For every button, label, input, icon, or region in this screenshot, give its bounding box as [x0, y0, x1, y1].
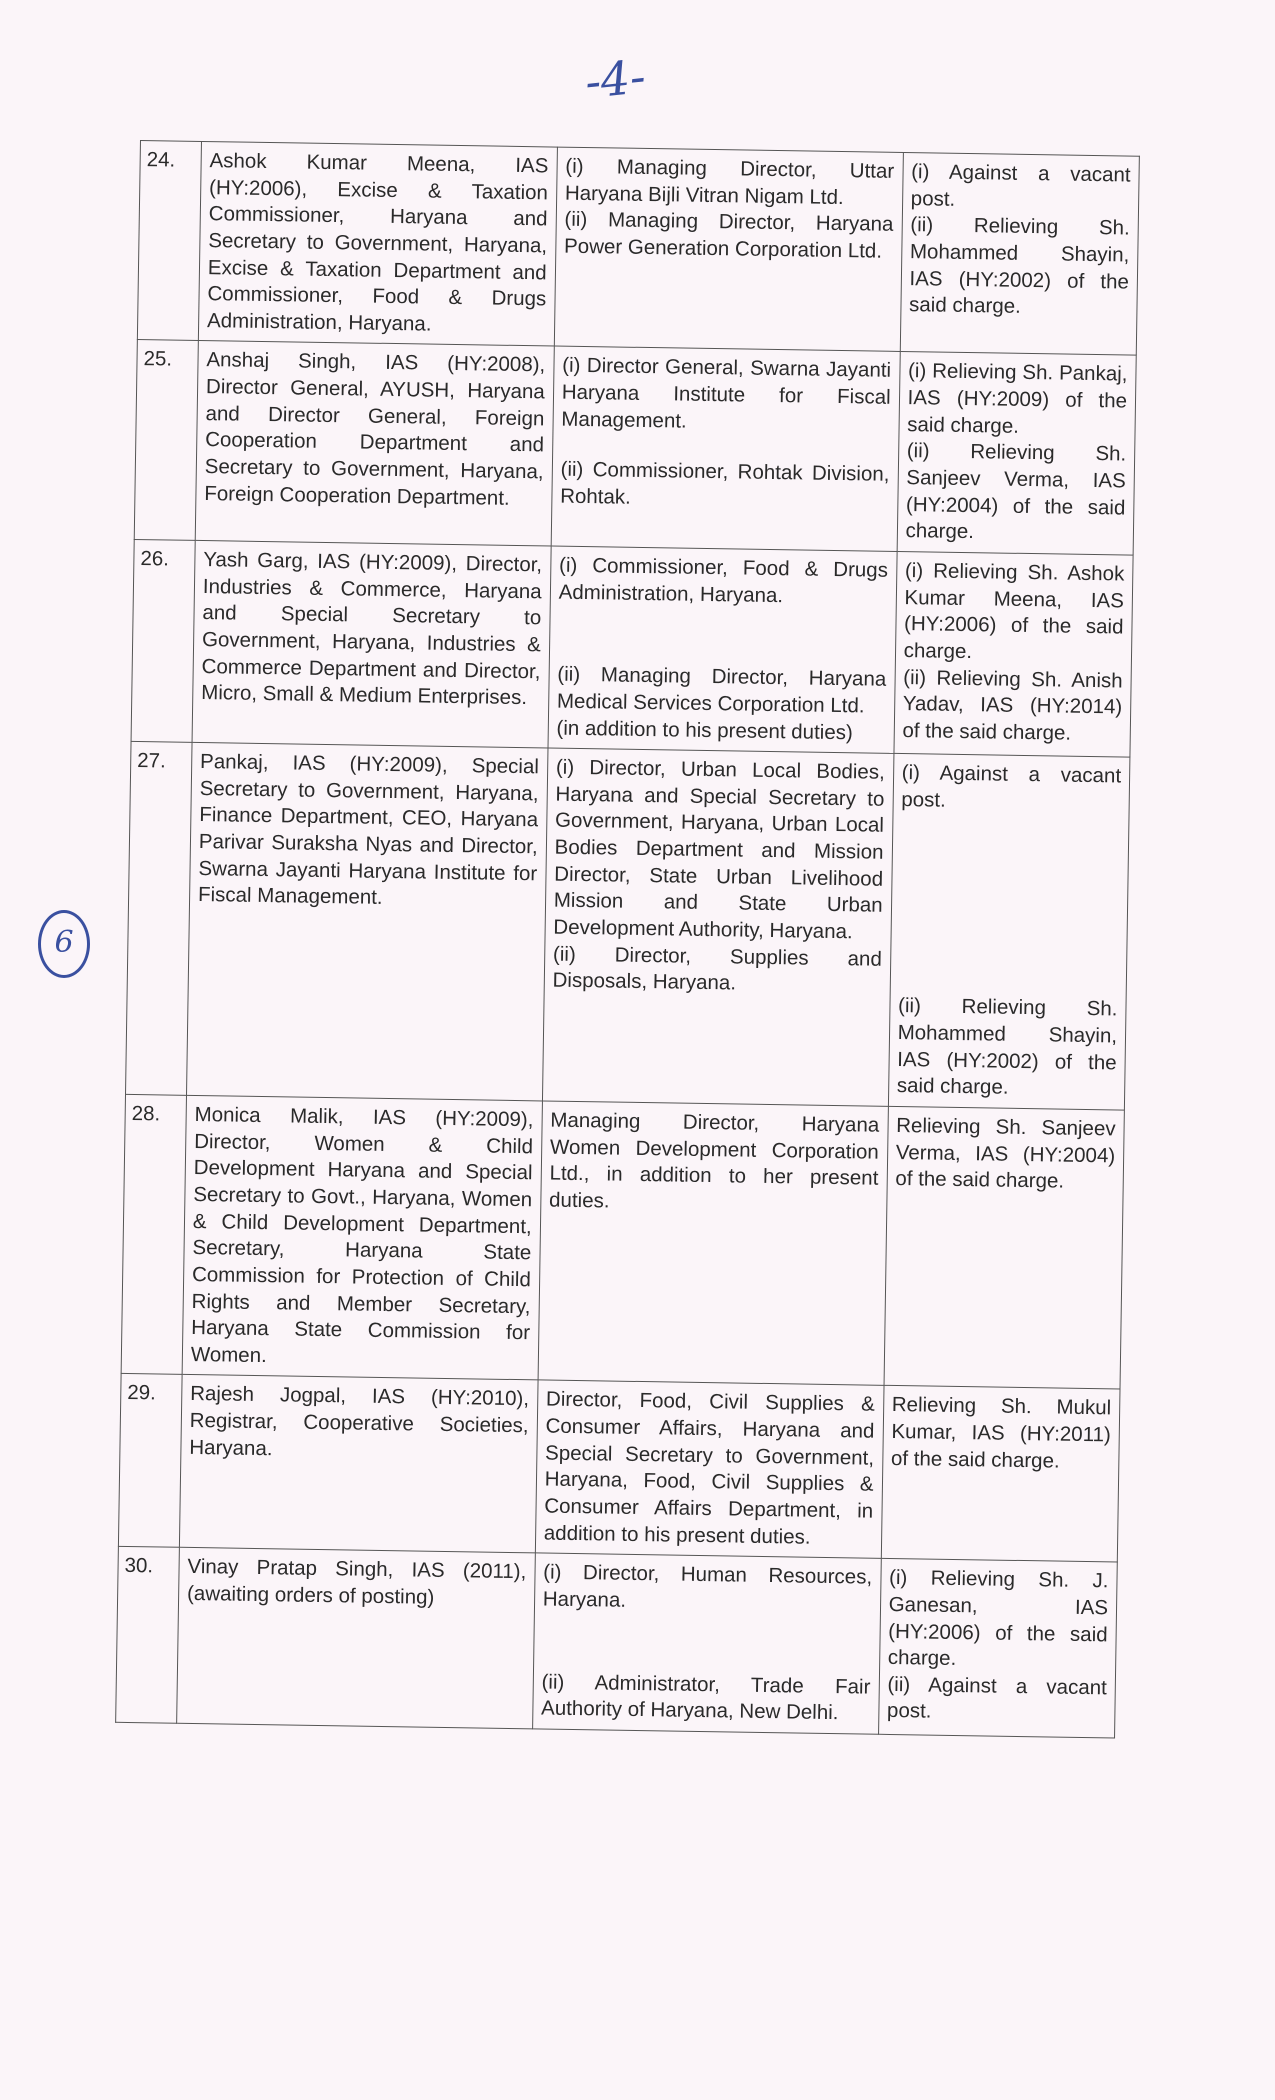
serial-number: 27.	[126, 742, 192, 1096]
table-row	[121, 1094, 1124, 1389]
posting-item: (ii) Managing Director, Haryana Medical Services Corporation Ltd.	[556, 662, 887, 718]
remark-item: Relieving Sh. Sanjeev Verma, IAS (HY:2004) of the said charge.	[895, 1114, 1116, 1193]
officer-details: Ashok Kumar Meena, IAS (HY:2006), Excise & Taxation Commissioner, Haryana and Secretary to Government, Haryana, Excise & Taxation Department and Commissioner, Food & Drugs Administration, Haryana.	[198, 141, 557, 346]
serial-number: 24.	[137, 141, 201, 341]
serial-number: 29.	[118, 1374, 182, 1548]
posting-item: (ii) Managing Director, Haryana Power Generation Corporation Ltd.	[563, 207, 894, 263]
remarks	[900, 152, 1139, 355]
remark-item: (ii) Relieving Sh. Mohammed Shayin, IAS (HY:2002) of the said charge.	[896, 994, 1118, 1100]
posting-item: (ii) Administrator, Trade Fair Authority of Haryana, New Delhi.	[540, 1670, 871, 1725]
spacer	[898, 813, 1120, 996]
remarks	[894, 551, 1134, 757]
new-posting	[538, 1101, 888, 1386]
remark-item: (i) Relieving Sh. J. Ganesan, IAS (HY:2006) of the said charge.	[887, 1566, 1109, 1671]
table-row	[118, 1374, 1120, 1563]
new-posting	[542, 748, 893, 1106]
posting-item: Director, Food, Civil Supplies & Consumer Affairs, Haryana and Special Secretary to Government, Haryana, Food, Civil Supplies & Consumer Affairs Department, in addition to his present duties.	[543, 1387, 876, 1549]
table-row	[137, 141, 1139, 356]
remarks	[881, 1386, 1120, 1563]
remark-item: (ii) Relieving Sh. Sanjeev Verma, IAS (HY:2004) of the said charge.	[905, 439, 1127, 544]
serial-number: 30.	[116, 1547, 180, 1723]
posting-item: (i) Commissioner, Food & Drugs Administration, Haryana.	[558, 553, 889, 607]
new-posting	[535, 1380, 884, 1558]
posting-item: (i) Director, Urban Local Bodies, Haryana and Special Secretary to Government, Haryana, Urban Local Bodies Department and Mission Director, State Urban Livelihood Mission and State Urban Development Authority, Haryana.	[553, 755, 885, 944]
remark-item: (ii) Relieving Sh. Mohammed Shayin, IAS (HY:2002) of the said charge.	[908, 213, 1130, 319]
spacer	[558, 606, 888, 667]
remark-item: (i) Against a vacant post.	[901, 761, 1122, 812]
transfer-orders-table	[115, 140, 1140, 1738]
remarks	[888, 754, 1130, 1111]
posting-note: (in addition to his present duties)	[556, 716, 853, 744]
posting-item: (i) Director General, Swarna Jayanti Haryana Institute for Fiscal Management.	[561, 354, 892, 433]
remarks	[878, 1559, 1117, 1738]
remark-item: (i) Relieving Sh. Pankaj, IAS (HY:2009) of the said charge.	[907, 359, 1128, 438]
officer-details: Monica Malik, IAS (HY:2009), Director, Women & Child Development Haryana and Special Secretary to Govt., Haryana, Women & Child Development Department, Secretary, Haryana State Commission for Protection of Child Rights and Member Secretary, Haryana State Commission for Women.	[182, 1095, 542, 1380]
posting-item: (i) Managing Director, Uttar Haryana Bijli Vitran Nigam Ltd.	[564, 154, 895, 209]
new-posting	[554, 147, 903, 352]
table-row	[131, 539, 1133, 757]
officer-details: Yash Garg, IAS (HY:2009), Director, Industries & Commerce, Haryana and Special Secretary to Government, Haryana, Industries & Commerce Department and Director, Micro, Small & Medium Enterprises.	[192, 540, 551, 748]
remark-item: (ii) Against a vacant post.	[886, 1672, 1107, 1724]
officer-details: Vinay Pratap Singh, IAS (2011), (awaiting orders of posting)	[177, 1548, 536, 1729]
officer-details: Anshaj Singh, IAS (HY:2008), Director General, AYUSH, Haryana and Director General, Foreign Cooperation Department and Secretary to Government, Haryana, Foreign Cooperation Department.	[195, 341, 554, 546]
posting-item: (i) Director, Human Resources, Haryana.	[542, 1560, 873, 1612]
remark-item: (i) Relieving Sh. Ashok Kumar Meena, IAS (HY:2006) of the said charge.	[903, 559, 1125, 664]
posting-item: (ii) Director, Supplies and Disposals, Haryana.	[552, 942, 883, 995]
table-row	[116, 1547, 1118, 1738]
serial-number: 25.	[134, 340, 198, 540]
spacer	[542, 1613, 872, 1674]
officer-details: Rajesh Jogpal, IAS (HY:2010), Registrar, Cooperative Societies, Haryana.	[179, 1375, 537, 1553]
remarks	[884, 1106, 1125, 1389]
posting-item: Managing Director, Haryana Women Development Corporation Ltd., in addition to her present duties.	[548, 1108, 880, 1213]
remark-item: Relieving Sh. Mukul Kumar, IAS (HY:2011) of the said charge.	[890, 1393, 1112, 1473]
table-row	[126, 742, 1130, 1110]
margin-annotation: 6	[38, 910, 90, 978]
posting-item: (ii) Commissioner, Rohtak Division, Rohtak.	[559, 458, 890, 509]
new-posting	[532, 1553, 881, 1734]
remarks	[897, 352, 1136, 555]
remark-item: (ii) Relieving Sh. Anish Yadav, IAS (HY:2014) of the said charge.	[902, 665, 1123, 745]
page-number-mark: -4-	[582, 48, 649, 110]
serial-number: 26.	[131, 539, 195, 742]
officer-details: Pankaj, IAS (HY:2009), Special Secretary to Government, Haryana, Finance Department, CEO, Haryana Parivar Suraksha Nyas and Director, Swarna Jayanti Haryana Institute for Fiscal Management.	[186, 743, 547, 1101]
table-row	[134, 340, 1136, 555]
new-posting	[551, 347, 900, 552]
serial-number: 28.	[121, 1094, 186, 1374]
remark-item: (i) Against a vacant post.	[910, 160, 1131, 211]
new-posting	[548, 546, 897, 754]
